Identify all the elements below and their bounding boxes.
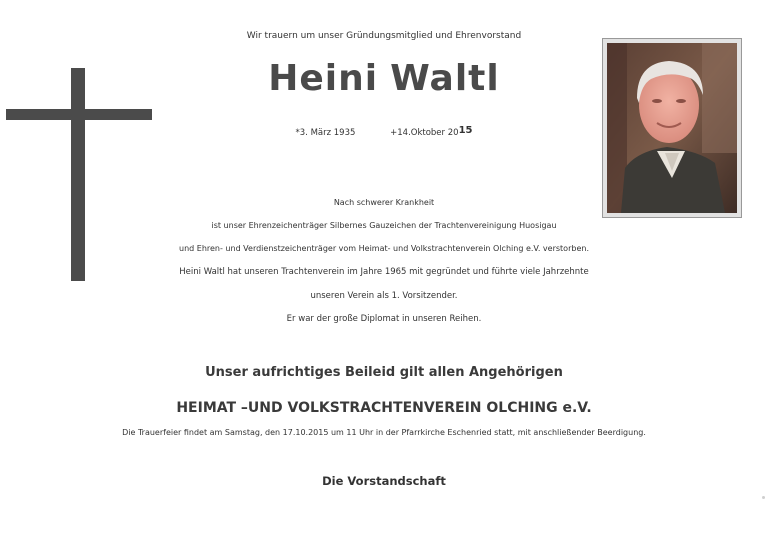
body-line-2: ist unser Ehrenzeichenträger Silbernes Gauzeichen der Trachtenvereinigung Huosigau [211,221,557,230]
death-date-suffix: 15 [458,125,473,136]
first-name: Heini [268,58,379,99]
body-line-5: unseren Verein als 1. Vorsitzender. [310,291,458,301]
death-date [390,125,473,138]
body-line-4: Heini Waltl hat unseren Trachtenverein im Jahre 1965 mit gegründet und führte viele Jahrzehnte [179,267,589,277]
portrait-image [607,43,737,213]
last-name: Waltl [390,58,500,99]
scan-speck [762,496,765,499]
body-line-6: Er war der große Diplomat in unseren Reihen. [286,314,482,324]
death-date-prefix: +14.Oktober 20 [390,128,459,138]
cross-horizontal-bar [6,109,152,120]
club-name: HEIMAT –UND VOLKSTRACHTENVEREIN OLCHING e.V. [176,400,592,416]
body-line-3: und Ehren- und Verdienstzeichenträger vom Heimat- und Volkstrachtenverein Olching e.V. verstorben. [179,244,589,253]
body-line-1: Nach schwerer Krankheit [333,198,435,207]
portrait-photo [602,38,742,218]
birth-date: *3. März 1935 [295,128,356,138]
funeral-notice: Die Trauerfeier findet am Samstag, den 17.10.2015 um 11 Uhr in der Pfarrkirche Eschenried statt, mit anschließender Beerdigung. [122,428,646,437]
condolence-line: Unser aufrichtiges Beileid gilt allen Angehörigen [205,365,563,380]
signature: Die Vorstandschaft [322,474,446,488]
mourning-heading: Wir trauern um unser Gründungsmitglied und Ehrenvorstand [246,31,522,41]
